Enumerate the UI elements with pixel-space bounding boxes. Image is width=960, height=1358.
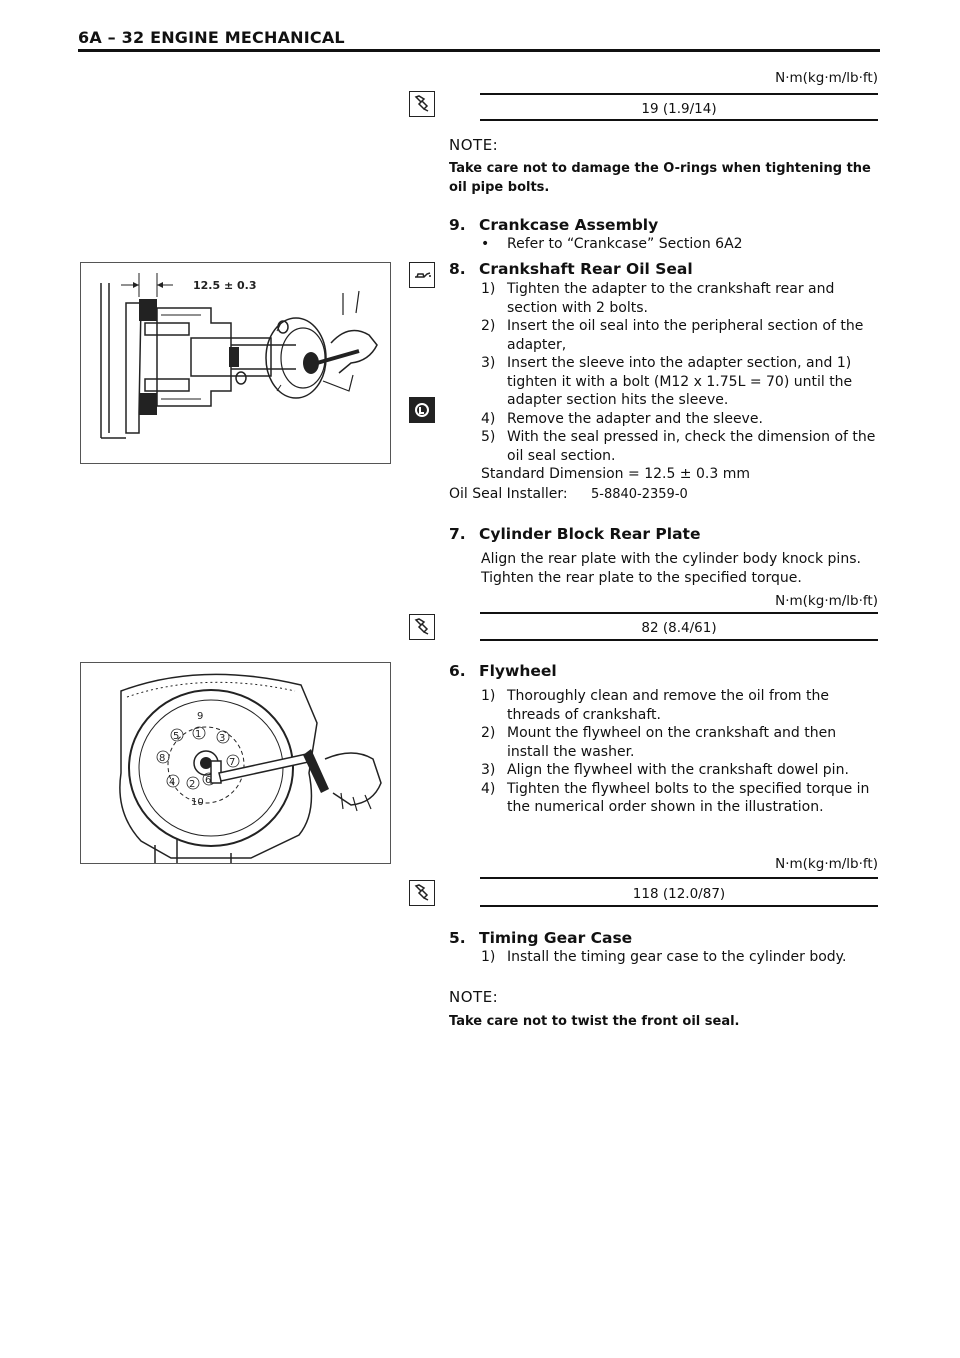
section-title-text: Flywheel: [479, 662, 557, 680]
torque-rule-bottom: [480, 639, 878, 641]
section-number: 8.: [449, 260, 466, 278]
torque-rule-bottom: [480, 119, 878, 121]
standard-dimension: Standard Dimension = 12.5 ± 0.3 mm: [481, 466, 750, 482]
svg-text:7: 7: [229, 757, 236, 768]
section-8-steps: [481, 280, 879, 484]
section-6-title: [449, 662, 557, 680]
section-5-step: [481, 948, 907, 967]
step-item: 1) Tighten the adapter to the crankshaft rear and section with 2 bolts.: [481, 281, 835, 316]
oil-seal-installer-illustration: [80, 262, 391, 464]
installer-part-number: 5-8840-2359-0: [591, 487, 688, 502]
step-item: 2) Insert the oil seal into the peripheral section of the adapter,: [481, 318, 864, 353]
section-7-title: [449, 525, 700, 543]
note-text: Take care not to twist the front oil seal.: [449, 1014, 740, 1029]
section-title-text: Cylinder Block Rear Plate: [479, 525, 701, 543]
step-item: 4) Tighten the flywheel bolts to the specified torque in the numerical order shown in the illustration.: [481, 780, 870, 815]
svg-text:10: 10: [191, 797, 204, 808]
torque-rule-top: [480, 93, 878, 95]
dimension-label: 12.5 ± 0.3: [193, 279, 257, 292]
installer-label: Oil Seal Installer:: [449, 486, 568, 502]
bullet-text: Refer to “Crankcase” Section 6A2: [507, 236, 743, 252]
section-7-line-1: Align the rear plate with the cylinder body knock pins.: [481, 551, 861, 567]
section-number: 6.: [449, 662, 466, 680]
torque-rule-top: [480, 612, 878, 614]
torque-unit-label: N·m(kg·m/lb·ft): [775, 856, 878, 872]
section-9-bullet-item: [481, 235, 743, 254]
section-number: 9.: [449, 216, 466, 234]
section-number: 7.: [449, 525, 466, 543]
torque-unit-label: N·m(kg·m/lb·ft): [775, 593, 878, 609]
svg-text:1: 1: [195, 729, 202, 740]
step-item: 1) Install the timing gear case to the cylinder body.: [481, 949, 847, 965]
step-item: 3) Align the flywheel with the crankshaft dowel pin.: [481, 762, 849, 778]
section-title-text: Timing Gear Case: [479, 929, 633, 947]
svg-text:4: 4: [169, 777, 176, 788]
torque-wrench-icon: [409, 880, 435, 906]
section-9-title: [449, 216, 658, 234]
svg-text:6: 6: [205, 775, 212, 786]
section-6-steps: [481, 687, 879, 817]
section-5-title: [449, 929, 632, 947]
step-item: 1) Thoroughly clean and remove the oil from the threads of crankshaft.: [481, 688, 829, 723]
step-item: 5) With the seal pressed in, check the dimension of the oil seal section.: [481, 429, 876, 464]
torque-wrench-icon: [409, 91, 435, 117]
step-item: 4) Remove the adapter and the sleeve.: [481, 410, 763, 427]
section-title-text: Crankcase Assembly: [479, 216, 659, 234]
page-header-title: 6A – 32 ENGINE MECHANICAL: [78, 28, 345, 47]
svg-text:2: 2: [189, 779, 196, 790]
note-text: Take care not to damage the O-rings when tightening the oil pipe bolts.: [449, 161, 871, 195]
note-label: NOTE:: [449, 988, 499, 1006]
oil-can-icon: [409, 262, 435, 288]
torque-value: 82 (8.4/61): [641, 620, 717, 636]
section-8-title: [449, 260, 693, 278]
torque-value: 118 (12.0/87): [632, 886, 726, 902]
torque-wrench-icon: [409, 614, 435, 640]
header-rule: [78, 49, 880, 52]
bullet-glyph: •: [481, 236, 490, 252]
note-label: NOTE:: [449, 136, 499, 154]
section-7-line-2: Tighten the rear plate to the specified torque.: [481, 570, 802, 586]
special-tool-icon: [409, 397, 435, 423]
section-title-text: Crankshaft Rear Oil Seal: [479, 260, 693, 278]
torque-value: 19 (1.9/14): [641, 101, 717, 117]
svg-text:5: 5: [173, 731, 180, 742]
section-number: 5.: [449, 929, 466, 947]
flywheel-bolt-order-illustration: [80, 662, 391, 864]
step-item: 2) Mount the flywheel on the crankshaft and then install the washer.: [481, 725, 837, 760]
step-item: 3) Insert the sleeve into the adapter section, and 1) tighten it with a bolt (M12 x 1.75L = 70) until the adapter section hits the sleeve.: [481, 355, 853, 408]
svg-text:3: 3: [219, 733, 226, 744]
torque-unit-label: N·m(kg·m/lb·ft): [775, 70, 878, 86]
torque-rule-top: [480, 877, 878, 879]
svg-text:9: 9: [197, 711, 204, 722]
svg-text:8: 8: [159, 753, 166, 764]
torque-rule-bottom: [480, 905, 878, 907]
oil-seal-installer-line: [449, 485, 688, 505]
